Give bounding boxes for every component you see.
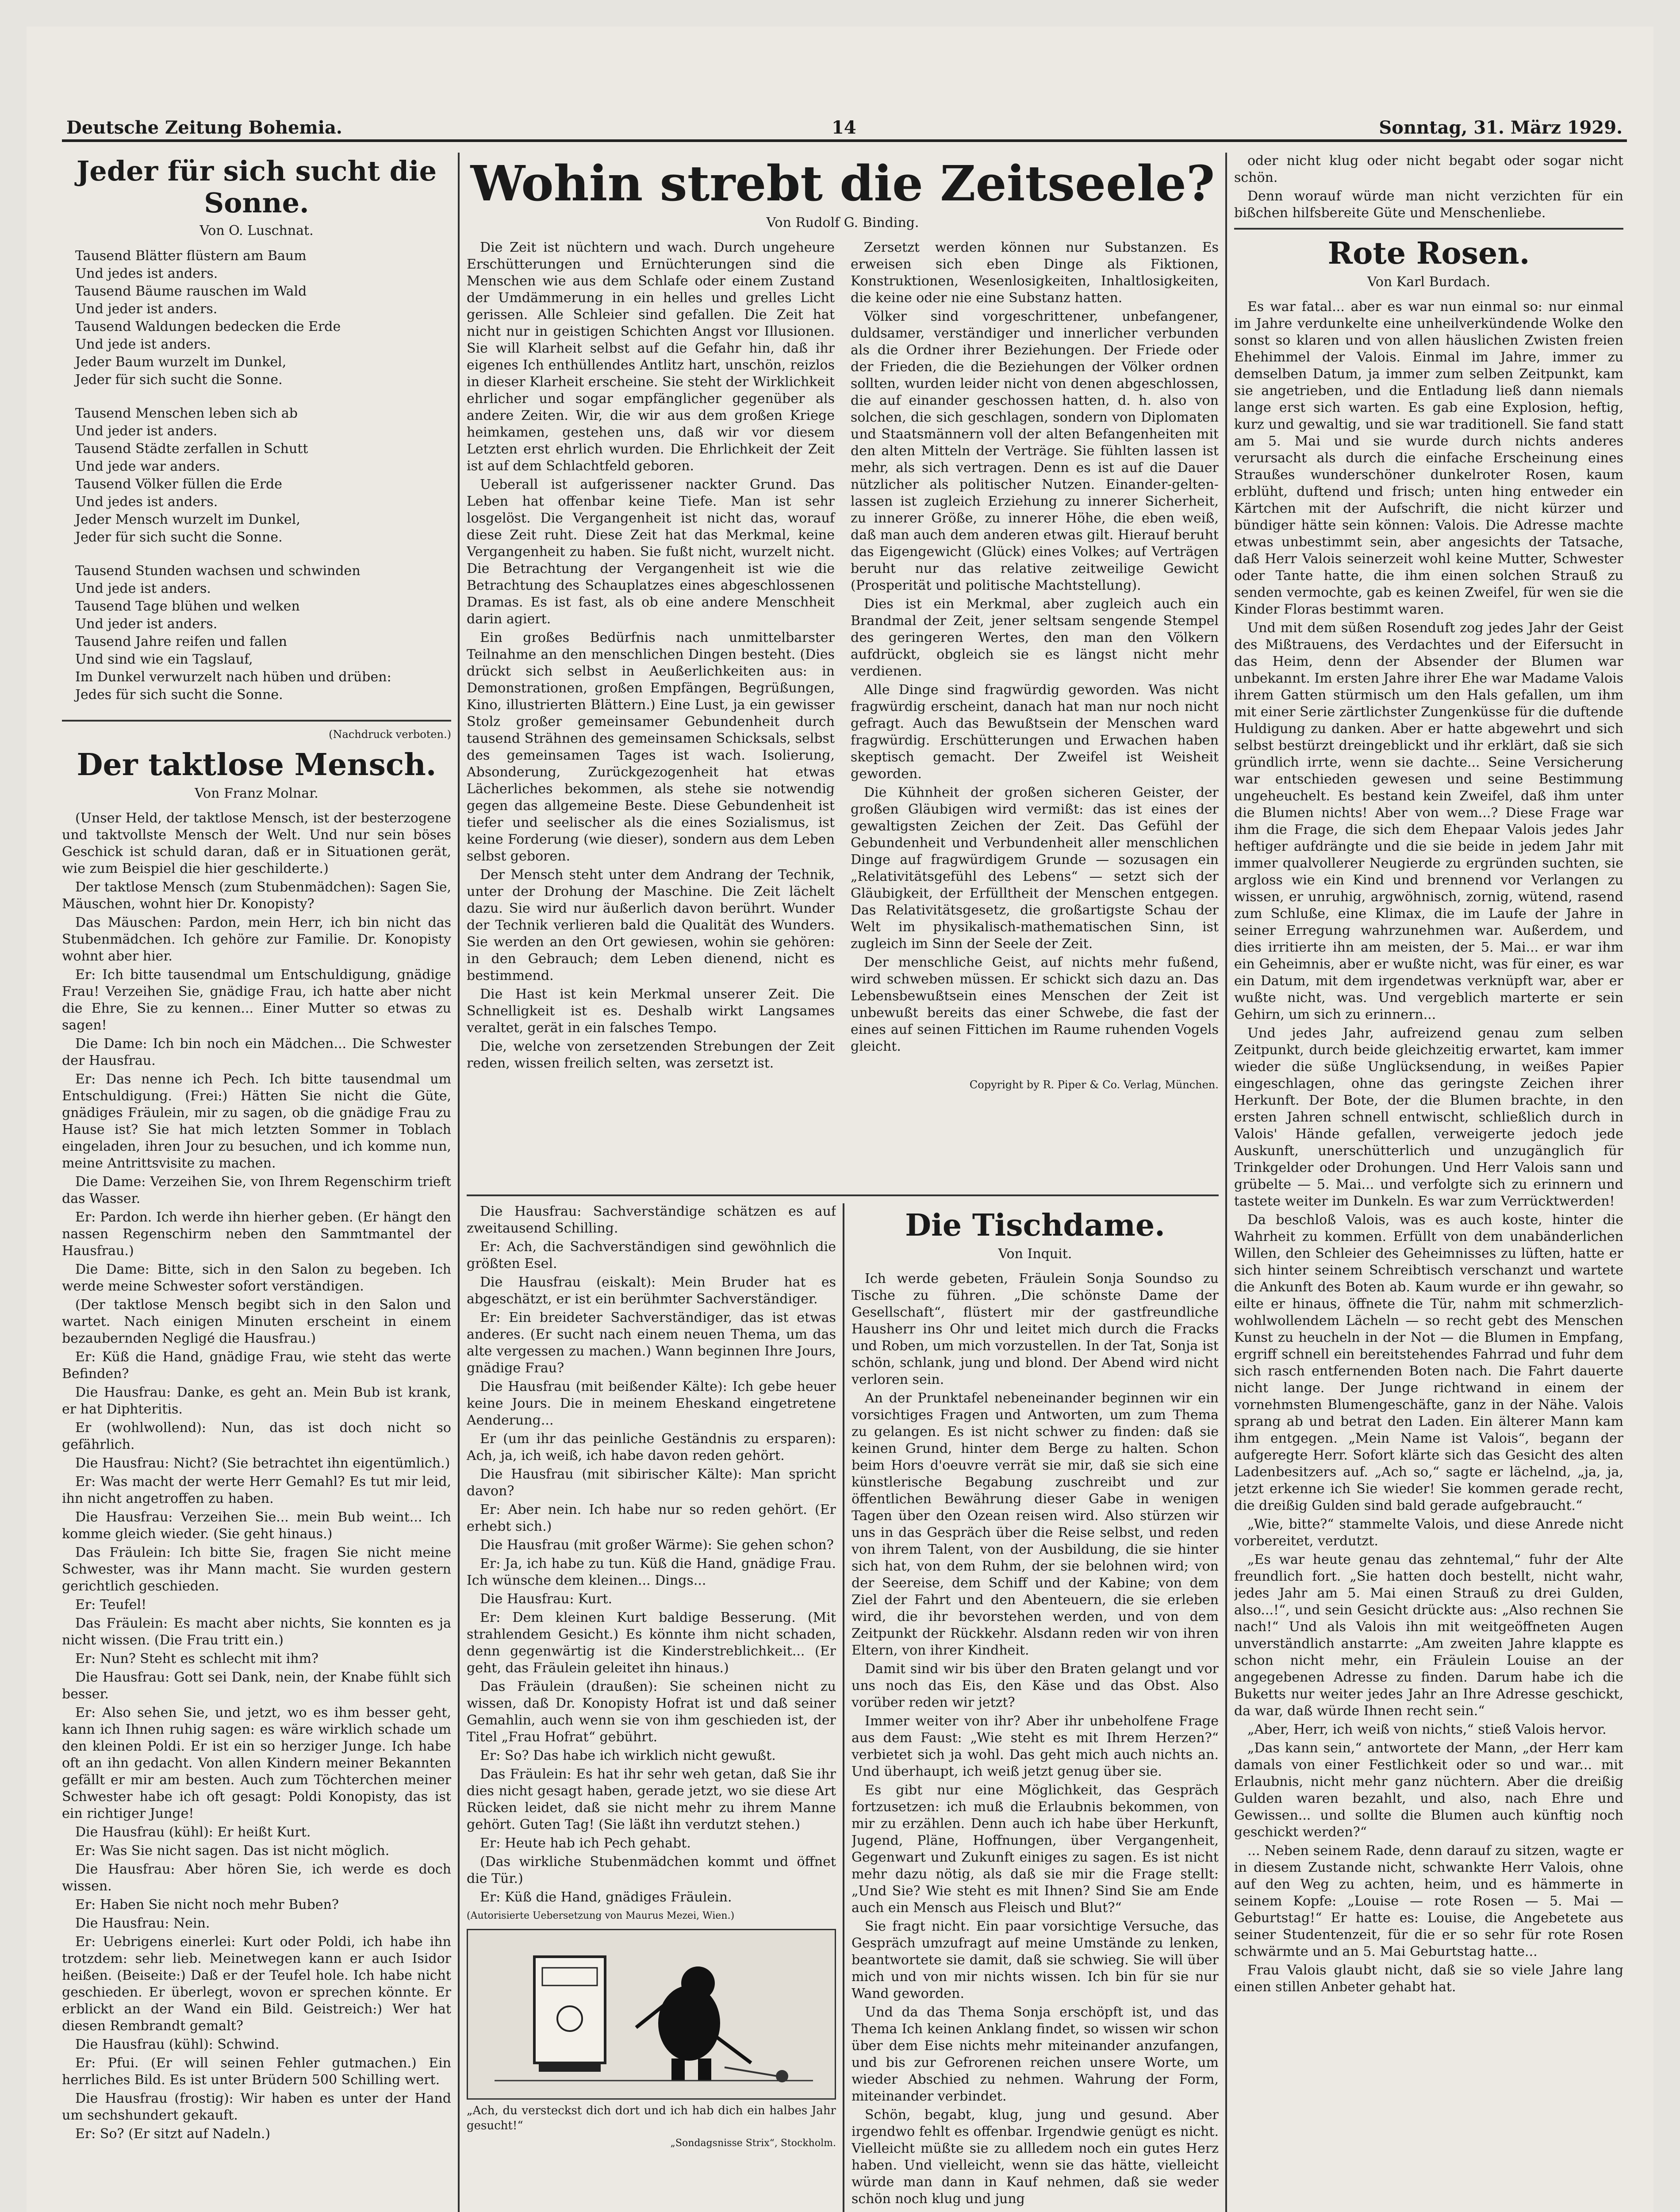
paragraph: Die Dame: Verzeihen Sie, von Ihrem Regenschirm trieft das Wasser. (62, 1174, 451, 1206)
paragraph: Die Hast ist kein Merkmal unserer Zeit. Die Schnelligkeit ist es. Deshalb wirkt Langsames veraltet, gerät in ein falsches Tempo. (467, 987, 835, 1036)
poem-line: Jeder Baum wurzelt im Dunkel, (75, 354, 287, 370)
story-continuation (467, 1203, 836, 1906)
poem-line: Tausend Stunden wachsen und schwinden (75, 563, 361, 579)
paragraph: Ueberall ist aufgerissener nackter Grund. Das Leben hat offenbar keine Tiefe. Man ist sehr losgelöst. Die Vergangenheit ist nicht das, worauf diese Zeit ruht. Diese Zeit hat das Merkmal, keine Vergangenheit zu haben. Sie fußt nicht, wurzelt nicht. Die Betrachtung der Vergangenheit ist wie die Betrachtung des Schauplatzes eines abgeschlossenen Dramas. Es ist fast, als ob eine andere Menschheit darin agiert. (467, 477, 835, 627)
paragraph: Er: Was Sie nicht sagen. Das ist nicht möglich. (75, 1843, 390, 1859)
paragraph: Er: Nun? Steht es schlecht mit ihm? (75, 1651, 319, 1667)
paragraph: Er (wohlwollend): Nun, das ist doch nicht so gefährlich. (62, 1420, 451, 1452)
cartoon-source: „Sondagsnisse Strix“, Stockholm. (670, 2138, 836, 2149)
issue-date: Sonntag, 31. März 1929. (1379, 117, 1622, 138)
paragraph: Zersetzt werden können nur Substanzen. Es erweisen sich eben Dinge als Fiktionen, Konstruktionen, Wesenlosigkeiten, Inhaltlosigkeiten, die keine oder nie eine Substanz hatten. (851, 240, 1219, 306)
paragraph: Das Fräulein: Es hat ihr sehr weh getan, daß Sie ihr dies nicht gesagt haben, gerade jetzt, wo sie diese Art Rücken leidet, daß sie nicht mehr zu ihrem Manne gehört. Guten Tag! (Sie läßt ihn verdutzt stehen.) (467, 1767, 836, 1832)
paragraph: Alle Dinge sind fragwürdig geworden. Was nicht fragwürdig erscheint, danach hat man nur noch nicht gefragt. Auch das Bewußtsein der Menschen ward fragwürdig. Erschütterungen und Erwachen haben skeptisch gemacht. Der Zweifel ist Weisheit geworden. (851, 682, 1219, 782)
poem-line: Jedes für sich sucht die Sonne. (75, 687, 283, 703)
poem-line: Tausend Waldungen bedecken die Erde (75, 319, 341, 334)
translation-credit: (Autorisierte Uebersetzung von Maurus Mezei, Wien.) (467, 1910, 735, 1921)
paragraph: Die Hausfrau (kühl): Schwind. (75, 2037, 280, 2052)
poem-line: Tausend Jahre reifen und fallen (75, 634, 288, 649)
paragraph: Denn worauf würde man nicht verzichten für ein bißchen hilfsbereite Güte und Menschenliebe. (1234, 188, 1623, 221)
paragraph: Die Hausfrau (mit beißender Kälte): Ich gebe heuer keine Jours. Die in meinem Eheskand eingetretene Aenderung... (467, 1379, 836, 1428)
rose-body (1234, 299, 1623, 1996)
paragraph: Die, welche von zersetzenden Strebungen der Zeit reden, wissen freilich selten, was zersetzt ist. (467, 1039, 835, 1071)
column-3-lower (852, 1203, 1219, 2212)
paragraph: Er: Teufel! (75, 1597, 147, 1613)
paragraph: Der menschliche Geist, auf nichts mehr fußend, wird schweben müssen. Er schickt sich dazu an. Das Lebensbewußtsein eines Menschen der Zeit ist unbewußt bereits das einer Schwebe, die fast der eines auf seinen Fittichen im Raume ruhenden Vogels gleicht. (851, 955, 1219, 1054)
poem-line: Und jedes ist anders. (75, 266, 218, 281)
paragraph: Die Hausfrau (mit großer Wärme): Sie gehen schon? (480, 1537, 834, 1553)
paragraph: Die Hausfrau: Sachverständige schätzen es auf zweitausend Schilling. (467, 1204, 836, 1236)
paragraph: „Das kann sein,“ antwortete der Mann, „der Herr kam damals von einer Festlichkeit oder so und war... mit Erlaubnis, nicht mehr ganz nüchtern. Aber die dreißig Gulden waren bezahlt, und also, nach Ehre und Gewissen... und sollte die Blumen auch künftig noch geschickt werden?“ (1234, 1740, 1623, 1840)
poem-line: Tausend Völker füllen die Erde (75, 476, 282, 492)
paragraph: Die Hausfrau (frostig): Wir haben es unter der Hand um sechshundert gekauft. (62, 2091, 451, 2123)
paragraph: Völker sind vorgeschrittener, unbefangener, duldsamer, verständiger und innerlicher verbunden als die Ordner ihrer Beziehungen. Der Friede oder der Frieden, die die Beziehungen der Völker ordnen sollten, wurden leider nicht von denen abgeschlossen, die auf einander geschossen hatten, d. h. also von solchen, die sich geschlagen, sondern von Diplomaten und Staatsmännern voll der alten Befangenheiten mit den alten Mitteln der Verträge. Sie fühlten lassen ist mehr, als sich vertragen. Denn es ist auf die Dauer nützlicher als politischer Nutzen. Einander-gelten-lassen ist zugleich Erziehung zu innerer Sicherheit, zu innerer Größe, zu innerer Höhe, die eben weiß, daß man auch dem anderen etwas gilt. Hierauf beruht das Eigengewicht (Glück) eines Volkes; auf Verträgen beruht nur das relative zeitweilige Gewicht (Prosperität und politische Machtstellung). (851, 309, 1219, 593)
paragraph: An der Prunktafel nebeneinander beginnen wir ein vorsichtiges Fragen und Antworten, um zum Thema zu gelangen. Es ist nicht schwer zu finden: daß sie keinen Grund, hinter dem Berge zu halten. Schon beim Hors d'oeuvre verrät sie mir, daß sie sich eine künstlerische Begabung zuschreibt und zur öffentlichen Bewährung dieser Gabe in wenigen Tagen über den Ozean reisen wird. Also stürzen wir uns in das Gespräch über die Reise selbst, und reden von ihrem Talent, von der Ausbildung, die sie hinter sich hat, von dem Ruhm, der sie belohnen wird; von der Seereise, dem Schiff und der Kabine; von dem Ziel der Fahrt und den Abenteuern, die sie erleben wird, die ihr bevorstehen werden, und von dem Zeitpunkt der Rückkehr. Alsdann reden wir von ihren Eltern, von ihrer Kindheit. (852, 1390, 1219, 1658)
column-1 (62, 153, 451, 2212)
paragraph: Das Fräulein (draußen): Sie scheinen nicht zu wissen, daß Dr. Konopisty Hofrat ist und daß seiner Gemahlin, auch wenn sie von ihm geschieden ist, der Titel „Frau Hofrat“ gebührt. (467, 1679, 836, 1745)
paragraph: Dies ist ein Merkmal, aber zugleich auch ein Brandmal der Zeit, jener seltsam sengende Stempel des geringeren Wertes, den man den Völkern aufdrückt, obgleich sie es längst nicht mehr verdienen. (851, 596, 1219, 679)
column-rule (843, 1203, 844, 2212)
header-rule (62, 139, 1627, 142)
paragraph: Er: Pardon. Ich werde ihn hierher geben. (Er hängt den nassen Regenschirm neben den Sammtmantel der Hausfrau.) (62, 1210, 451, 1259)
poem-stanza (75, 247, 451, 389)
paragraph: Die Dame: Ich bin noch ein Mädchen... Die Schwester der Hausfrau. (62, 1036, 451, 1068)
poem-line: Und jede ist anders. (75, 337, 211, 352)
page-number: 14 (832, 117, 856, 138)
paragraph: Er: Das nenne ich Pech. Ich bitte tausendmal um Entschuldigung. (Frei:) Hätten Sie nicht die Güte, gnädiges Fräulein, mir zu sagen, ob die gnädige Frau zu Hause ist? Sie hat mich letzten Sommer in Toblach eingeladen, ihren Jour zu besuchen, und ich komme nun, meine Antrittsvisite zu machen. (62, 1071, 451, 1171)
paragraph: Die Hausfrau: Gott sei Dank, nein, der Knabe fühlt sich besser. (62, 1670, 451, 1702)
paragraph: „Wie, bitte?“ stammelte Valois, und diese Anrede nicht vorbereitet, verdutzt. (1234, 1517, 1623, 1549)
main-article-left-column (467, 239, 835, 1074)
paragraph: Er: Ja, ich habe zu tun. Küß die Hand, gnädige Frau. Ich wünsche dem kleinen... Dings... (467, 1556, 836, 1588)
paragraph: Der Mensch steht unter dem Andrang der Technik, unter der Drohung der Maschine. Die Zeit lächelt dazu. Sie wird nur äußerlich davon berührt. Wunder der Technik verlieren bald die Qualität des Wunders. Sie werden an den Ort gewiesen, wohin sie gehören: in den Gebrauch; dem Leben dienend, nicht es bestimmend. (467, 867, 835, 983)
poem-line: Im Dunkel verwurzelt nach hüben und drüben: (75, 669, 391, 685)
cartoon (467, 1929, 836, 2100)
cartoon-caption: „Ach, du versteckst dich dort und ich hab dich ein halbes Jahr gesucht!“ (467, 2104, 836, 2132)
paragraph: „Aber, Herr, ich weiß von nichts,“ stieß Valois hervor. (1247, 1722, 1607, 1737)
paragraph: Der taktlose Mensch (zum Stubenmädchen): Sagen Sie, Mäuschen, wohnt hier Dr. Konopisty? (62, 879, 451, 912)
paragraph: Die Zeit ist nüchtern und wach. Durch ungeheure Erschütterungen und Ernüchterungen sind die Menschen wie aus dem Schlafe oder einem Zustand der Umdämmerung in ein helles und grelles Licht gerissen. Alle Schleier sind gefallen. Die Zeit hat nicht nur in geistigen Schichten Angst vor Illusionen. Sie will Klarheit selbst auf die Gefahr hin, daß ihr eigenes Ich enthüllendes Antlitz hart, unschön, reizlos in dieser Klarheit erscheine. Sie steht der Wirklichkeit ehrlicher und sogar empfänglicher gegenüber als andere Zeiten. Wir, die wir aus dem großen Kriege heimkamen, gestehen uns, daß wir vor diesem Letzten erst ehrlich wurden. Die Ehrlichkeit der Zeit ist auf dem Schlachtfeld geboren. (467, 240, 835, 474)
poem-line: Tausend Blätter flüstern am Baum (75, 248, 307, 264)
poem-title: Jeder für sich sucht die Sonne. (76, 155, 437, 219)
newspaper-page (27, 27, 1653, 2212)
paragraph: Er: Uebrigens einerlei: Kurt oder Poldi, ich habe ihn trotzdem: sehr lieb. Meinetwegen kann er auch Isidor heißen. (Beiseite:) Daß er der Teufel hole. Ich habe nicht geschieden. Er überlegt, wovon er sprechen könnte. Er erblickt an der Wand ein Bild. Geistreich:) Wer hat diesen Rembrandt gemalt? (62, 1934, 451, 2034)
paragraph: Die Hausfrau: Verzeihen Sie... mein Bub weint... Ich komme gleich wieder. (Sie geht hinaus.) (62, 1509, 451, 1542)
paragraph: Er: Heute hab ich Pech gehabt. (480, 1836, 691, 1851)
paragraph: Schön, begabt, klug, jung und gesund. Aber irgendwo fehlt es offenbar. Irgendwie genügt es nicht. Vielleicht müßte sie zu allledem noch ein gutes Herz haben. Und vielleicht, wenn sie das hätte, vielleicht würde man dann in Kauf nehmen, daß sie weder schön noch klug und jung (852, 2107, 1219, 2207)
poem-line: Und jede ist anders. (75, 581, 211, 596)
reprint-note: (Nachdruck verboten.) (329, 728, 451, 741)
paragraph: Er: Pfui. (Er will seinen Fehler gutmachen.) Ein herrliches Bild. Es ist unter Brüdern 500 Schilling wert. (62, 2055, 451, 2088)
poem-line: Und sind wie ein Tagslauf, (75, 652, 253, 667)
tischdame-title: Die Tischdame. (905, 1208, 1165, 1243)
story-body (62, 810, 451, 2143)
paragraph: (Das wirkliche Stubenmädchen kommt und öffnet die Tür.) (467, 1854, 836, 1886)
paragraph: Ein großes Bedürfnis nach unmittelbarster Teilnahme an den menschlichen Dingen besteht. (Dies drückt sich selbst in Aeußerlichkeiten aus: in Demonstrationen, großen Empfängen, Begrüßungen, Kino, illustrierten Blättern.) Eine Lust, ja ein gewisser Stolz großer gemeinsamer Gebundenheit durch tausend Strähnen des gemeinsamen Schicksals, selbst des gemeinsamen Tages ist wach. Isolierung, Absonderung, Zurückgezogenheit hat etwas Lächerliches bekommen, als stehe sie notwendig gegen das allgemeine Beste. Diese Gebundenheit ist tiefer und seelischer als die eines Sozialismus, ist keine Forderung (wie dieser), sondern aus dem Leben selbst geboren. (467, 630, 835, 864)
paragraph: Er: Dem kleinen Kurt baldige Besserung. (Mit strahlendem Gesicht.) Es könnte ihm nicht schaden, denn gegenwärtig ist die Kinderstreblichkeit... (Er geht, das Fräulein geleitet ihn hinaus.) (467, 1610, 836, 1676)
poem-stanza (75, 405, 451, 546)
poem-line: Tausend Tage blühen und welken (75, 599, 300, 614)
copyright-note: Copyright by R. Piper & Co. Verlag, München. (969, 1079, 1219, 1091)
paragraph: Das Fräulein: Ich bitte Sie, fragen Sie nicht meine Schwester, was ihr Mann macht. Sie wurden gestern gerichtlich geschieden. (62, 1545, 451, 1594)
paragraph: Die Hausfrau: Danke, es geht an. Mein Bub ist krank, er hat Diphteritis. (62, 1385, 451, 1417)
tischdame-author: Von Inquit. (998, 1246, 1072, 1262)
paragraph: Die Hausfrau (kühl): Er heißt Kurt. (75, 1824, 311, 1840)
paragraph: Die Hausfrau: Nicht? (Sie betrachtet ihn eigentümlich.) (75, 1455, 450, 1471)
poem-line: Jeder Mensch wurzelt im Dunkel, (75, 512, 300, 527)
paragraph: Die Hausfrau (eiskalt): Mein Bruder hat es abgeschätzt, er ist ein berühmter Sachverständiger. (467, 1275, 836, 1307)
paragraph: Er: Küß die Hand, gnädige Frau, wie steht das werte Befinden? (62, 1349, 451, 1382)
paragraph: Das Fräulein: Es macht aber nichts, Sie konnten es ja nicht wissen. (Die Frau tritt ein.) (62, 1616, 451, 1648)
paragraph: Er: So? Das habe ich wirklich nicht gewußt. (480, 1748, 776, 1763)
poem-line: Und jeder ist anders. (75, 301, 218, 317)
section-rule (62, 720, 451, 722)
paragraph: Die Hausfrau (mit sibirischer Kälte): Man spricht davon? (467, 1467, 836, 1499)
tischdame-ending (1234, 153, 1623, 222)
paragraph: Immer weiter von ihr? Aber ihr unbeholfene Frage aus dem Faust: „Wie steht es mit Ihrem Herzen?“ verbietet sich ja wohl. Das geht mich auch nichts an. Und überhaupt, ich weiß jetzt genug über sie. (852, 1713, 1219, 1779)
paragraph: Da beschloß Valois, was es auch koste, hinter die Wahrheit zu kommen. Erfüllt von dem unabänderlichen Willen, den Schleier des Geheimnisses zu lüften, hatte er sich hinter seinem Schreibtisch verschanzt und wartete die Ankunft des Boten ab. Kaum wurde er ihn gewahr, so eilte er hinaus, öffnete die Tür, nahm mit schmerzlich-wohlwollendem Lächeln — so recht gebt des Menschen Kunst zu heucheln in der Not — die Blumen in Empfang, ergriff schnell ein bereitstehendes Fahrrad und fuhr dem sich rasch entfernenden Boten nach. Die Fahrt dauerte nicht lange. Der Junge richtwand in einem der vornehmsten Blumengeschäfte, ganz in der Nähe. Valois sprang ab und betrat den Laden. Ein älterer Mann kam ihm entgegen. „Mein Name ist Valois“, begann der aufgeregte Herr. Sofort klärte sich das Gesicht des alten Ladenbesitzers auf. „Ach so,“ sagte er lächelnd, „ja, ja, jetzt erkenne ich Sie wieder! Sie kommen gerade recht, die dreißig Gulden sind bald gerade aufgebraucht.“ (1234, 1212, 1623, 1513)
paragraph: Ich werde gebeten, Fräulein Sonja Soundso zu Tische zu führen. „Die schönste Dame der Gesellschaft“, flüstert mir der gastfreundliche Hausherr ins Ohr und leitet mich durch die Fracks und Roben, um mich vorzustellen. In der Tat, Sonja ist schön, schlank, jung und blond. Der Abend wird nicht verloren sein. (852, 1271, 1219, 1387)
tischdame-body (852, 1271, 1219, 2208)
poem-line: Tausend Menschen leben sich ab (75, 406, 298, 421)
paragraph: Sie fragt nicht. Ein paar vorsichtige Versuche, das Gespräch umzufragt auf meine Umstände zu lenken, beantwortete sie damit, daß sie schwieg. Sie will über mich und von mir nichts wissen. Ich bin für sie nur Wand geworden. (852, 1919, 1219, 2001)
poem-line: Und jeder ist anders. (75, 423, 218, 439)
paragraph: Er: Ein breideter Sachverständiger, das ist etwas anderes. (Er sucht nach einem neuen Thema, um das alte vergessen zu machen.) Wann beginnen Ihre Jours, gnädige Frau? (467, 1310, 836, 1376)
main-article-author: Von Rudolf G. Binding. (766, 215, 919, 230)
paragraph: Er: Küß die Hand, gnädiges Fräulein. (480, 1889, 732, 1905)
paragraph: ... Neben seinem Rade, denn darauf zu sitzen, wagte er in diesem Zustande nicht, schwankte Herr Valois, ohne auf den Weg zu achten, heim, und es hämmerte in seinem Kopfe: „Louise — rote Rosen — 5. Mai — Geburtstag!“ Er hatte es: Louise, die Angebetete aus seiner Studentenzeit, für die er so sehr für rote Rosen schwärmte und an 5. Mai Geburtstag hatte... (1234, 1843, 1623, 1959)
paragraph: (Der taktlose Mensch begibt sich in den Salon und wartet. Nach einigen Minuten erscheint in einem bezaubernden Negligé die Hausfrau.) (62, 1297, 451, 1346)
paragraph: Die Kühnheit der großen sicheren Geister, der großen Gläubigen wird vermißt: das ist eines der gewaltigsten Zeichen der Zeit. Das Gefühl der Gebundenheit und Verbundenheit aller menschlichen Dinge auf fragwürdigem Grunde — sozusagen ein „Relativitätsgefühl des Lebens“ — setzt sich der Gläubigkeit, der Erfülltheit der Menschen entgegen. Das Relativitätsgesetz, die großartigste Schau der Welt im physikalisch-mathematischen Sinn, ist zugleich im Sinn der Seele der Zeit. (851, 785, 1219, 952)
poem-line: Und jede war anders. (75, 459, 220, 474)
main-article (467, 153, 1219, 1188)
paragraph: Und da das Thema Sonja erschöpft ist, und das Thema Ich keinen Anklang findet, so wissen wir schon über dem Eise nichts mehr miteinander anzufangen, und bis zur Gefrorenen reichen unsere Worte, um wieder Abschied zu nehmen. Wahrung der Form, miteinander verbindet. (852, 2005, 1219, 2104)
paragraph: Frau Valois glaubt nicht, daß sie so viele Jahre lang einen stillen Anbeter gehabt hat. (1234, 1962, 1623, 1995)
column-rule (1225, 153, 1227, 2212)
rose-author: Von Karl Burdach. (1367, 274, 1491, 290)
column-2-lower (467, 1203, 836, 2212)
paragraph: Es gibt nur eine Möglichkeit, das Gespräch fortzusetzen: ich muß die Erlaubnis bekommen, von mir zu erzählen. Denn auch ich habe über Herkunft, Jugend, Pläne, Hoffnungen, über Vergangenheit, Gegenwart und Zukunft einiges zu sagen. Es ist nicht mehr dazu nötig, als daß sie mir die Frage stellt: „Und Sie? Wie steht es mit Ihnen? Sind Sie am Ende auch ein Mensch aus Fleisch und Blut?“ (852, 1782, 1219, 1916)
main-article-right-column (851, 239, 1219, 1074)
column-rule (458, 153, 460, 2212)
poem-line: Jeder für sich sucht die Sonne. (75, 372, 283, 388)
newspaper-name: Deutsche Zeitung Bohemia. (66, 117, 342, 138)
paragraph: „Es war heute genau das zehntemal,“ fuhr der Alte freundlich fort. „Sie hatten doch bestellt, nicht wahr, jedes Jahr am 5. Mai einen Strauß zu drei Gulden, also...!“, und sein Gesicht drückte aus: „Also rechnen Sie nach!“ Und als Valois ihn mit weitgeöffneten Augen unverständlich anstarrte: „Am zweiten Jahre klappte es schon nicht mehr, ein Fräulein Louise an der angegebenen Adresse zu finden. Darum habe ich die Buketts nur weiter jedes Jahr an Ihre Adresse geschickt, da war, daß würde Ihnen recht sein.“ (1234, 1552, 1623, 1719)
poem-line: Und jeder ist anders. (75, 616, 218, 632)
section-rule (1234, 228, 1623, 230)
section-rule (467, 1194, 1219, 1196)
poem-line: Jeder für sich sucht die Sonne. (75, 530, 283, 545)
column-4 (1234, 153, 1623, 2212)
paragraph: Er: Ich bitte tausendmal um Entschuldigung, gnädige Frau! Verzeihen Sie, gnädige Frau, ich hatte aber nicht die Ehre, Sie zu kennen... Einer Mutter so etwas zu sagen! (62, 967, 451, 1033)
main-article-title: Wohin strebt die Zeitseele? (470, 155, 1215, 212)
paragraph: (Unser Held, der taktlose Mensch, ist der besterzogene und taktvollste Mensch der Welt. Und nur sein böses Geschick ist schuld daran, daß er in Situationen gerät, wie zum Beispiel die hier geschilderte.) (62, 810, 451, 876)
paragraph: Er: Aber nein. Ich habe nur so reden gehört. (Er erhebt sich.) (467, 1502, 836, 1534)
paragraph: Damit sind wir bis über den Braten gelangt und vor uns noch das Eis, den Käse und das Obst. Also vorüber reden wir jetzt? (852, 1661, 1219, 1710)
poem-stanza (75, 562, 451, 704)
rose-title: Rote Rosen. (1327, 236, 1530, 271)
paragraph: Und mit dem süßen Rosenduft zog jedes Jahr der Geist des Mißtrauens, des Verdachtes und der Eifersucht in das Heim, denn der Absender der Blumen war unbekannt. Im ersten Jahre ihrer Ehe war Madame Valois ihrem Gatten stürmisch um den Hals gefallen, um ihm mit einer Serie zärtlichster Zungenküsse für die duftende Huldigung zu danken. Aber er hatte abgewehrt und sich selbst bestürzt dreingeblickt und ihr erklärt, daß sie sich gründlich irrte, wenn sie dachte... Seine Versicherung war entschieden gewesen und seine Bestimmung ungeheuchelt. Es bestand kein Zweifel, daß ihm unter die Blumen nichts! Aber von wem...? Diese Frage war ihm die Frage, die sich dem Ehepaar Valois jedes Jahr heftiger aufdrängte und die sie beide in jedem Jahr mit immer qualvollerer Neugierde zu ergründen suchten, sie argloss wie ein Kind und brennend vor Verlangen zu wissen, er unruhig, argwöhnisch, zornig, wütend, rasend zum Schluße, eine Klimax, die im Laufe der Jahre in seiner Erregung wahrzunehmen war. Außerdem, und dies irritierte ihn am meisten, der 5. Mai... er war ihm ein Geheimnis, aber er wußte nicht, was für einer, es war ein Datum, mit dem irgendetwas verknüpft war, aber er wußte nicht, was. Und vergeblich marterte er sein Gehirn, um sich zu erinnern... (1234, 620, 1623, 1022)
paragraph: Er: Was macht der werte Herr Gemahl? Es tut mir leid, ihn nicht angetroffen zu haben. (62, 1474, 451, 1506)
poem-line: Tausend Bäume rauschen im Wald (75, 284, 307, 299)
poem (62, 247, 451, 704)
paragraph: Er: Haben Sie nicht noch mehr Buben? (75, 1897, 339, 1912)
poem-line: Und jedes ist anders. (75, 494, 218, 510)
paragraph: Die Hausfrau: Aber hören Sie, ich werde es doch wissen. (62, 1862, 451, 1894)
paragraph: Das Mäuschen: Pardon, mein Herr, ich bin nicht das Stubenmädchen. Ich gehöre zur Familie. Dr. Konopisty wohnt aber hier. (62, 915, 451, 964)
paragraph: Er: Ach, die Sachverständigen sind gewöhnlich die größten Esel. (467, 1239, 836, 1271)
poem-line: Tausend Städte zerfallen in Schutt (75, 441, 308, 457)
cartoon-drawing (468, 1930, 835, 2098)
poem-author: Von O. Luschnat. (199, 223, 314, 238)
story-title: Der taktlose Mensch. (77, 747, 437, 783)
story-author: Von Franz Molnar. (195, 786, 318, 801)
paragraph: Er (um ihr das peinliche Geständnis zu ersparen): Ach, ja, ich weiß, ich habe davon reden gehört. (467, 1431, 836, 1463)
paragraph: Er: Also sehen Sie, und jetzt, wo es ihm besser geht, kann ich Ihnen ruhig sagen: es wäre wirklich schade um den kleinen Poldi. Er ist ein so herziger Junge. Ich habe oft an ihn gedacht. Von allen Kindern meiner Bekannten gefällt er mir am besten. Auch zum Töchterchen meiner Schwester habe ich oft gesagt: Poldi Konopisty, das ist ein richtiger Junge! (62, 1705, 451, 1821)
paragraph: Er: So? (Er sitzt auf Nadeln.) (75, 2126, 271, 2142)
paragraph: oder nicht klug oder nicht begabt oder sogar nicht schön. (1234, 153, 1623, 185)
paragraph: Die Hausfrau: Kurt. (480, 1591, 613, 1607)
paragraph: Die Hausfrau: Nein. (75, 1916, 210, 1931)
paragraph: Die Dame: Bitte, sich in den Salon zu begeben. Ich werde meine Schwester sofort verständigen. (62, 1262, 451, 1294)
paragraph: Und jedes Jahr, aufreizend genau zum selben Zeitpunkt, durch beide gleichzeitig erwartet, kam immer wieder die süße Unglücksendung, in weißes Papier eingeschlagen, ohne das geringste Zeichen ihrer Herkunft. Der Bote, der die Blumen brachte, in den ersten Jahren schnell entwischt, schließlich durch in Valois' Hände gefallen, verweigerte jedoch jede Auskunft, unerschütterlich und unzugänglich für Trinkgelder oder Drohungen. Und Herr Valois sann und grübelte — 5. Mai... und verfolgte sich zu erinnern und tastete weiter im Dunkeln. Es war zum Verrücktwerden! (1234, 1025, 1623, 1209)
paragraph: Es war fatal... aber es war nun einmal so: nur einmal im Jahre verdunkelte eine unheilverkündende Wolke den sonst so klaren und von allen häuslichen Zwisten freien Ehehimmel der Valois. Einmal im Jahre, immer zu demselben Datum, ja immer zum selben Zeitpunkt, kam sie angetrieben, und die Entladung ließ dann niemals lange erst sich warten. Es gab eine Explosion, heftig, kurz und gewaltig, und sie war traditionell. Sie fand statt am 5. Mai und sie wurde durch nichts anderes verursacht als durch die einfache Erscheinung eines Straußes wunderschöner dunkelroter Rosen, kaum erblüht, duftend und frisch; unten hing entweder ein Kärtchen mit der Aufschrift, die nicht kürzer und bündiger hätte sein können: Valois. Die Adresse machte etwas unbestimmt sein, aber angesichts der Tatsache, daß Herr Valois seinerzeit wohl keine Mutter, Schwester oder Tante hatte, die ihm einen solchen Strauß zu senden vermochte, gab es keinen Zweifel, für wen sie die Kinder Floras bestimmt waren. (1234, 299, 1623, 617)
